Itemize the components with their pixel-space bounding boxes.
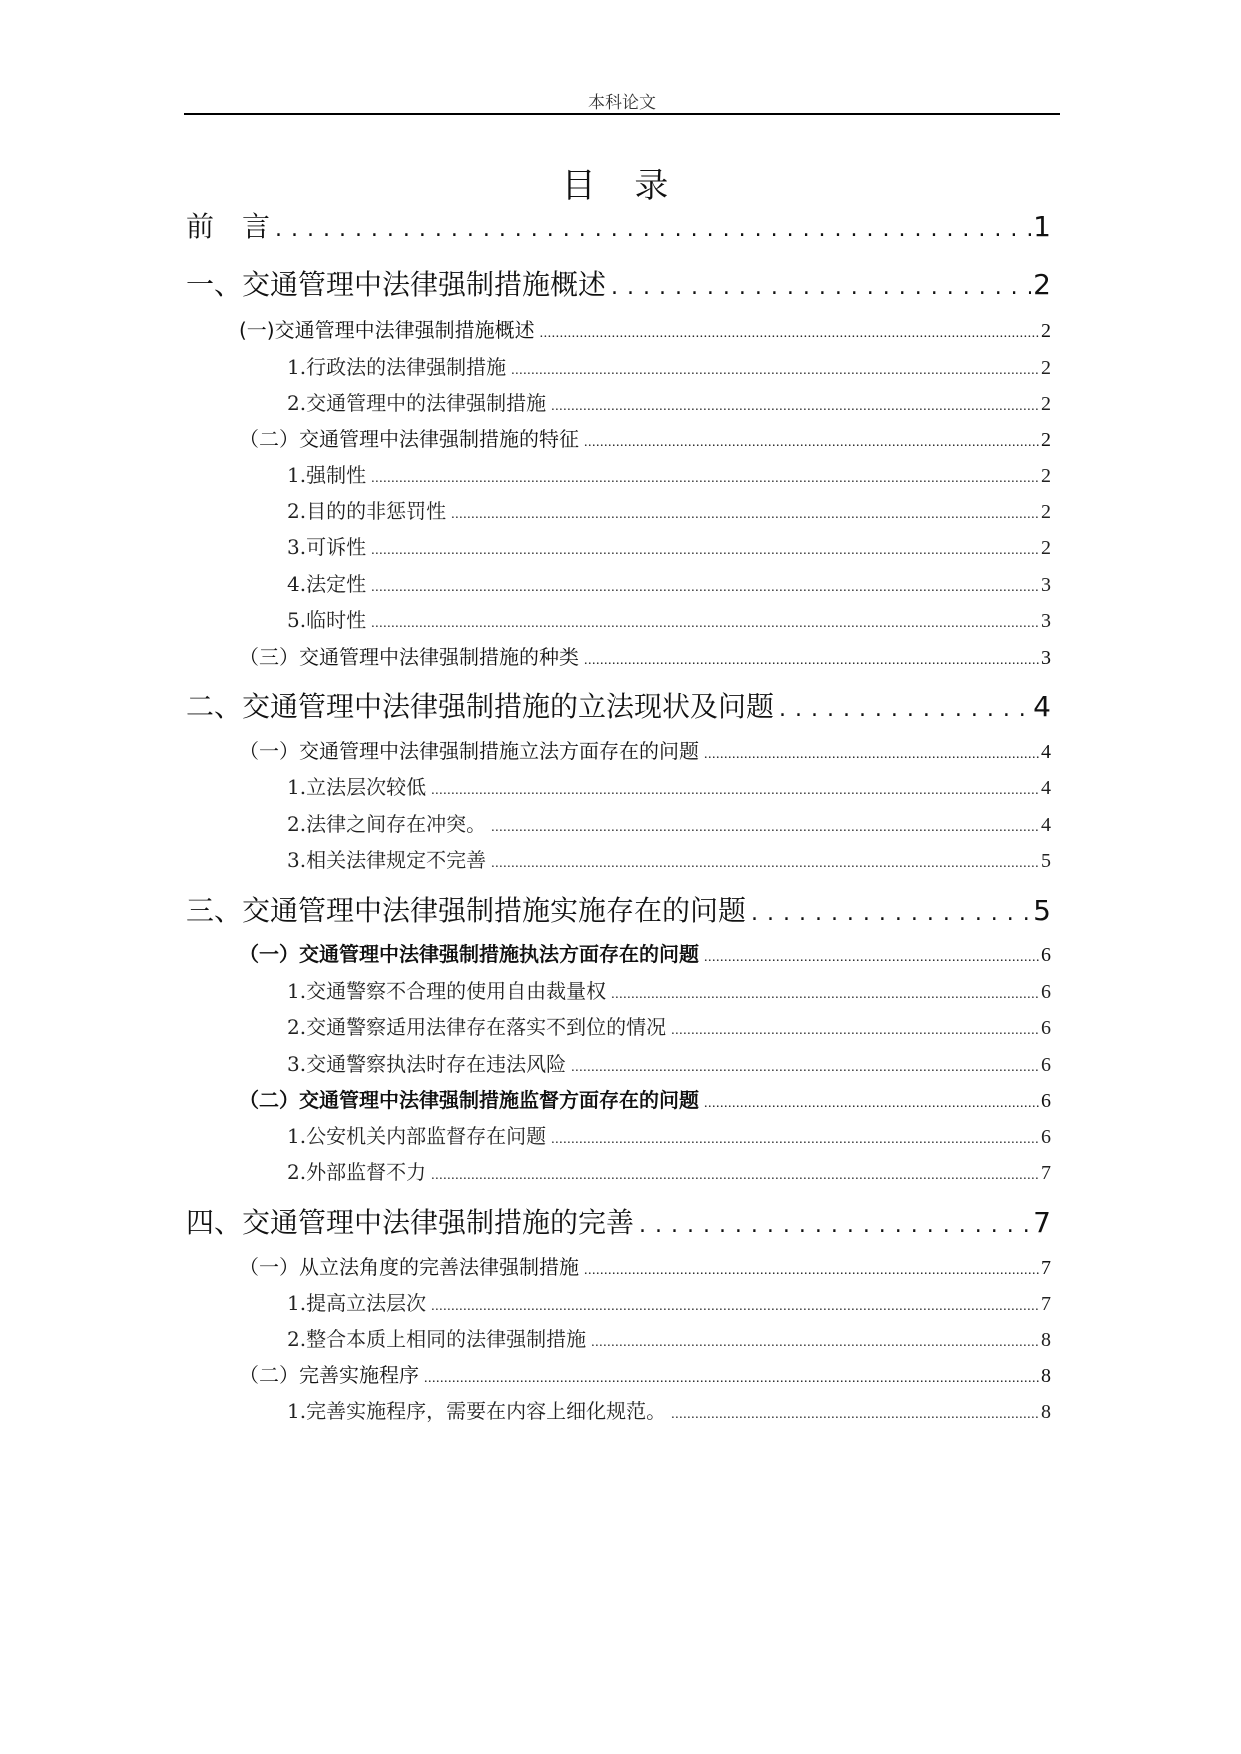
toc-page-number: 8: [1041, 1365, 1051, 1387]
toc-page-number: 6: [1041, 1017, 1051, 1039]
toc-entry-level3[interactable]: [186, 808, 1051, 837]
toc-page-number: 2: [1041, 537, 1051, 559]
toc-page-number: 6: [1041, 944, 1051, 966]
toc-entry-title: 2.整合本质上相同的法律强制措施: [287, 1327, 587, 1351]
toc-entry-title: 1.公安机关内部监督存在问题: [287, 1124, 547, 1148]
toc-entry-title: （二）交通管理中法律强制措施监督方面存在的问题: [239, 1088, 699, 1112]
dot-leader: [779, 690, 1031, 723]
toc-entry-title: (一)交通管理中法律强制措施概述: [239, 318, 535, 342]
toc-entry-level1[interactable]: [186, 1201, 1051, 1241]
dot-leader: [431, 1160, 1039, 1184]
toc-entry-title: 二、交通管理中法律强制措施的立法现状及问题: [186, 690, 775, 723]
toc-page-number: 4: [1041, 814, 1051, 836]
toc-entry-level1[interactable]: [186, 205, 1051, 245]
toc-entry-level2[interactable]: [186, 1084, 1051, 1113]
toc-page-number: 4: [1041, 777, 1051, 799]
dot-leader: [704, 739, 1039, 763]
dot-leader: [424, 1363, 1039, 1387]
toc-entry-title: 2.法律之间存在冲突。: [287, 812, 487, 836]
toc-entry-title: 三、交通管理中法律强制措施实施存在的问题: [186, 894, 747, 927]
toc-page-number: 2: [1041, 357, 1051, 379]
dot-leader: [704, 942, 1039, 966]
toc-entry-title: 3.交通警察执法时存在违法风险: [287, 1052, 567, 1076]
toc-entry-title: 2.交通警察适用法律存在落实不到位的情况: [287, 1015, 667, 1039]
toc-entry-title: 2.交通管理中的法律强制措施: [287, 391, 547, 415]
dot-leader: [551, 391, 1039, 415]
toc-entry-title: （三）交通管理中法律强制措施的种类: [239, 645, 579, 669]
dot-leader: [584, 1255, 1039, 1279]
toc-entry-title: 1.行政法的法律强制措施: [287, 355, 507, 379]
toc-entry-level2[interactable]: [186, 423, 1051, 452]
dot-leader: [511, 355, 1039, 379]
toc-entry-level1[interactable]: [186, 889, 1051, 929]
toc-page-number: 7: [1033, 1206, 1051, 1239]
dot-leader: [371, 608, 1039, 632]
toc-page-number: 3: [1041, 610, 1051, 632]
toc-entry-title: （一）交通管理中法律强制措施执法方面存在的问题: [239, 942, 699, 966]
toc-entry-level3[interactable]: [186, 1120, 1051, 1149]
toc-entry-title: 2.目的的非惩罚性: [287, 499, 447, 523]
toc-entry-title: （二）完善实施程序: [239, 1363, 419, 1387]
toc-page-number: 7: [1041, 1293, 1051, 1315]
dot-leader: [431, 775, 1039, 799]
toc-entry-level3[interactable]: [186, 1287, 1051, 1316]
toc-entry-level2[interactable]: [186, 1251, 1051, 1280]
toc-entry-title: 4.法定性: [287, 572, 367, 596]
toc-entry-level3[interactable]: [186, 531, 1051, 560]
toc-entry-title: 前 言: [186, 210, 271, 243]
toc-entry-level3[interactable]: [186, 771, 1051, 800]
dot-leader: [451, 499, 1039, 523]
dot-leader: [540, 318, 1039, 342]
toc-entry-title: 1.完善实施程序，需要在内容上细化规范。: [287, 1399, 667, 1423]
dot-leader: [491, 812, 1039, 836]
dot-leader: [584, 645, 1039, 669]
toc-page-number: 7: [1041, 1162, 1051, 1184]
dot-leader: [371, 535, 1039, 559]
toc-entry-title: 3.相关法律规定不完善: [287, 848, 487, 872]
toc-entry-level3[interactable]: [186, 1323, 1051, 1352]
toc-entry-level3[interactable]: [186, 844, 1051, 873]
toc-page-number: 3: [1041, 647, 1051, 669]
toc-entry-level1[interactable]: [186, 685, 1051, 725]
toc-entry-level3[interactable]: [186, 351, 1051, 380]
toc-entry-title: （二）交通管理中法律强制措施的特征: [239, 427, 579, 451]
running-header: 本科论文: [588, 93, 656, 113]
toc-page-number: 3: [1041, 574, 1051, 596]
dot-leader: [611, 268, 1031, 301]
toc-entry-title: 2.外部监督不力: [287, 1160, 427, 1184]
toc-entry-level3[interactable]: [186, 1395, 1051, 1424]
dot-leader: [584, 427, 1039, 451]
dot-leader: [371, 463, 1039, 487]
toc-page-number: 1: [1033, 210, 1051, 243]
toc-title: 目 录: [561, 166, 683, 206]
toc-page-number: 2: [1041, 465, 1051, 487]
toc-entry-title: 1.交通警察不合理的使用自由裁量权: [287, 979, 607, 1003]
toc-entry-level3[interactable]: [186, 1011, 1051, 1040]
toc-page-number: 8: [1041, 1401, 1051, 1423]
dot-leader: [591, 1327, 1039, 1351]
toc-entry-title: 一、交通管理中法律强制措施概述: [186, 268, 607, 301]
dot-leader: [671, 1015, 1039, 1039]
toc-entry-title: 1.提高立法层次: [287, 1291, 427, 1315]
toc-entry-title: 1.强制性: [287, 463, 367, 487]
toc-entry-level3[interactable]: [186, 1156, 1051, 1185]
toc-entry-level3[interactable]: [186, 604, 1051, 633]
toc-entry-title: 1.立法层次较低: [287, 775, 427, 799]
toc-entry-level2[interactable]: [186, 735, 1051, 764]
dot-leader: [275, 210, 1031, 243]
toc-entry-level3[interactable]: [186, 1048, 1051, 1077]
toc-entry-level3[interactable]: [186, 495, 1051, 524]
toc-entry-level2[interactable]: [186, 641, 1051, 670]
toc-page-number: 5: [1033, 894, 1051, 927]
toc-page-number: 2: [1041, 501, 1051, 523]
dot-leader: [751, 894, 1031, 927]
toc-entry-level3[interactable]: [186, 975, 1051, 1004]
dot-leader: [571, 1052, 1039, 1076]
toc-page-number: 2: [1041, 393, 1051, 415]
toc-page-number: 5: [1041, 850, 1051, 872]
toc-page-number: 4: [1033, 690, 1051, 723]
dot-leader: [671, 1399, 1039, 1423]
dot-leader: [491, 848, 1039, 872]
toc-page-number: 7: [1041, 1257, 1051, 1279]
toc-page-number: 2: [1041, 320, 1051, 342]
dot-leader: [551, 1124, 1039, 1148]
toc-entry-level2[interactable]: [186, 938, 1051, 967]
toc-entry-title: 5.临时性: [287, 608, 367, 632]
toc-entry-level3[interactable]: [186, 459, 1051, 488]
toc-page-number: 6: [1041, 1126, 1051, 1148]
toc-page-number: 6: [1041, 1090, 1051, 1112]
toc-page-number: 6: [1041, 1054, 1051, 1076]
toc-entry-title: 四、交通管理中法律强制措施的完善: [186, 1206, 635, 1239]
toc-entry-level2[interactable]: [186, 314, 1051, 343]
table-of-contents: [186, 0, 1051, 1754]
toc-entry-level3[interactable]: [186, 568, 1051, 597]
dot-leader: [431, 1291, 1039, 1315]
toc-page-number: 8: [1041, 1329, 1051, 1351]
toc-entry-title: 3.可诉性: [287, 535, 367, 559]
dot-leader: [704, 1088, 1039, 1112]
toc-entry-level3[interactable]: [186, 387, 1051, 416]
toc-entry-title: （一）交通管理中法律强制措施立法方面存在的问题: [239, 739, 699, 763]
dot-leader: [371, 572, 1039, 596]
toc-page-number: 6: [1041, 981, 1051, 1003]
toc-page-number: 2: [1033, 268, 1051, 301]
toc-entry-level2[interactable]: [186, 1359, 1051, 1388]
dot-leader: [639, 1206, 1031, 1239]
toc-entry-title: （一）从立法角度的完善法律强制措施: [239, 1255, 579, 1279]
dot-leader: [611, 979, 1039, 1003]
toc-entry-level1[interactable]: [186, 263, 1051, 303]
toc-page-number: 2: [1041, 429, 1051, 451]
toc-page-number: 4: [1041, 741, 1051, 763]
